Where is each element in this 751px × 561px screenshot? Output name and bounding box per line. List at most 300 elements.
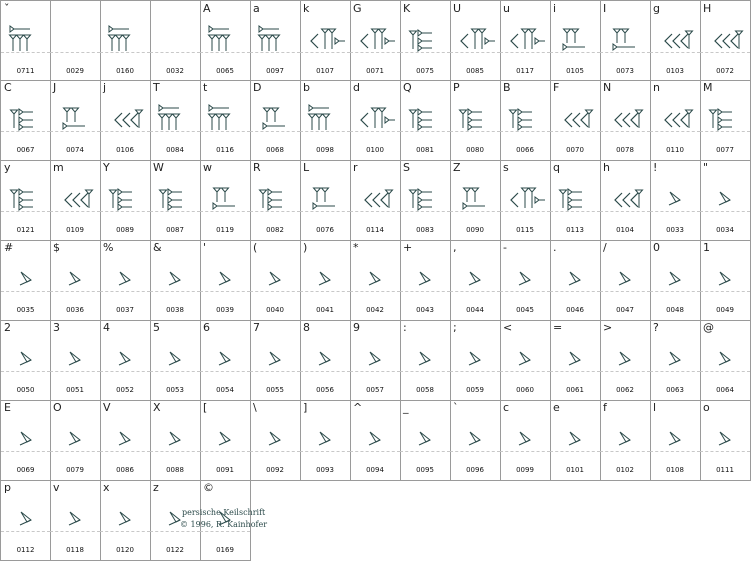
- glyph-cell: [250, 320, 301, 401]
- glyph-char-label: 5: [153, 321, 160, 334]
- glyph-cell: [300, 240, 351, 321]
- glyph-code: 0055: [266, 386, 284, 394]
- glyph-char-label: z: [153, 481, 159, 494]
- glyph-char-label: m: [53, 161, 64, 174]
- glyph-code: 0066: [516, 146, 534, 154]
- glyph-code: 0032: [166, 67, 184, 75]
- cuneiform-glyph: [703, 102, 747, 134]
- glyph-char-label: t: [203, 81, 208, 94]
- glyph-code: 0072: [716, 67, 734, 75]
- glyph-code: 0104: [616, 226, 634, 234]
- glyph-cell: [600, 240, 651, 321]
- glyph-code: 0033: [666, 226, 684, 234]
- glyph-char-label: p: [4, 481, 11, 494]
- cuneiform-glyph: [353, 182, 397, 214]
- glyph-cell: [0, 240, 51, 321]
- glyph-char-label: >: [603, 321, 613, 334]
- glyph-code: 0075: [416, 67, 434, 75]
- glyph-code: 0057: [366, 386, 384, 394]
- glyph-cell: [700, 0, 751, 81]
- glyph-cell: [250, 80, 301, 161]
- cuneiform-glyph: [553, 262, 597, 294]
- glyph-code: 0099: [516, 466, 534, 474]
- glyph-char-label: ;: [453, 321, 457, 334]
- cuneiform-glyph: [353, 262, 397, 294]
- glyph-code: 0063: [666, 386, 684, 394]
- glyph-cell: [650, 240, 701, 321]
- glyph-char-label: E: [4, 401, 11, 414]
- glyph-code: 0118: [66, 546, 84, 554]
- glyph-char-label: H: [703, 2, 712, 15]
- glyph-code: 0109: [66, 226, 84, 234]
- cuneiform-glyph: [553, 182, 597, 214]
- glyph-code: 0088: [166, 466, 184, 474]
- glyph-code: 0038: [166, 306, 184, 314]
- glyph-char-label: .: [553, 241, 557, 254]
- glyph-cell: [200, 0, 251, 81]
- glyph-cell: [150, 160, 201, 241]
- cuneiform-glyph: [103, 342, 147, 374]
- glyph-code: 0087: [166, 226, 184, 234]
- glyph-char-label: r: [353, 161, 358, 174]
- glyph-code: 0079: [66, 466, 84, 474]
- cuneiform-glyph: [4, 182, 48, 214]
- glyph-char-label: 0: [653, 241, 660, 254]
- glyph-cell: [150, 80, 201, 161]
- glyph-char-label: w: [203, 161, 212, 174]
- cuneiform-glyph: [453, 422, 497, 454]
- glyph-char-label: =: [553, 321, 563, 334]
- cuneiform-glyph: [253, 262, 297, 294]
- cuneiform-glyph: [103, 422, 147, 454]
- glyph-cell: [550, 0, 601, 81]
- glyph-cell: [700, 80, 751, 161]
- cuneiform-glyph: [303, 23, 347, 55]
- glyph-char-label: [: [203, 401, 208, 414]
- cuneiform-glyph: [303, 262, 347, 294]
- cuneiform-glyph: [153, 502, 197, 534]
- glyph-code: 0093: [316, 466, 334, 474]
- glyph-char-label: #: [4, 241, 14, 254]
- glyph-code: 0091: [216, 466, 234, 474]
- glyph-cell: [0, 480, 51, 561]
- glyph-cell: [100, 160, 151, 241]
- glyph-cell: [100, 320, 151, 401]
- glyph-code: 0060: [516, 386, 534, 394]
- glyph-char-label: +: [403, 241, 413, 254]
- cuneiform-glyph: [453, 262, 497, 294]
- glyph-cell: [0, 160, 51, 241]
- cuneiform-glyph: [403, 23, 447, 55]
- cuneiform-glyph: [53, 102, 97, 134]
- cuneiform-glyph: [4, 342, 48, 374]
- glyph-code: 0049: [716, 306, 734, 314]
- glyph-cell: [600, 160, 651, 241]
- glyph-char-label: (: [253, 241, 258, 254]
- glyph-code: 0076: [316, 226, 334, 234]
- glyph-cell: [500, 320, 551, 401]
- glyph-cell: [50, 320, 101, 401]
- glyph-char-label: h: [603, 161, 610, 174]
- glyph-code: 0094: [366, 466, 384, 474]
- glyph-char-label: o: [703, 401, 710, 414]
- cuneiform-glyph: [253, 23, 297, 55]
- glyph-char-label: \: [253, 401, 257, 414]
- cuneiform-glyph: [253, 342, 297, 374]
- glyph-cell: [700, 320, 751, 401]
- glyph-cell: [450, 320, 501, 401]
- cuneiform-glyph: [4, 502, 48, 534]
- cuneiform-glyph: [103, 23, 147, 55]
- glyph-char-label: :: [403, 321, 407, 334]
- glyph-code: 0089: [116, 226, 134, 234]
- glyph-code: 0101: [566, 466, 584, 474]
- glyph-code: 0092: [266, 466, 284, 474]
- glyph-code: 0108: [666, 466, 684, 474]
- glyph-cell: [50, 480, 101, 561]
- glyph-code: 0042: [366, 306, 384, 314]
- glyph-cell: [550, 160, 601, 241]
- glyph-char-label: @: [703, 321, 714, 334]
- glyph-cell: [400, 80, 451, 161]
- cuneiform-glyph: [403, 182, 447, 214]
- glyph-code: 0106: [116, 146, 134, 154]
- glyph-char-label: !: [653, 161, 658, 174]
- glyph-code: 0169: [216, 546, 234, 554]
- glyph-code: 0117: [516, 67, 534, 75]
- cuneiform-glyph: [653, 182, 697, 214]
- cuneiform-glyph: [303, 102, 347, 134]
- glyph-cell: [550, 80, 601, 161]
- cuneiform-glyph: [203, 23, 247, 55]
- cuneiform-glyph: [503, 422, 547, 454]
- glyph-cell: [250, 240, 301, 321]
- cuneiform-glyph: [253, 102, 297, 134]
- cuneiform-glyph: [103, 102, 147, 134]
- cuneiform-glyph: [553, 23, 597, 55]
- cuneiform-glyph: [253, 422, 297, 454]
- glyph-cell: [200, 80, 251, 161]
- glyph-char-label: *: [353, 241, 359, 254]
- glyph-code: 0116: [216, 146, 234, 154]
- glyph-char-label: d: [353, 81, 360, 94]
- cuneiform-glyph: [53, 502, 97, 534]
- glyph-cell: [200, 320, 251, 401]
- glyph-cell: [650, 400, 701, 481]
- glyph-char-label: e: [553, 401, 560, 414]
- cuneiform-glyph: [603, 262, 647, 294]
- glyph-cell: [300, 0, 351, 81]
- glyph-cell: [500, 400, 551, 481]
- cuneiform-glyph: [553, 342, 597, 374]
- cuneiform-glyph: [353, 422, 397, 454]
- glyph-cell: [250, 400, 301, 481]
- glyph-char-label: 3: [53, 321, 60, 334]
- glyph-char-label: Q: [403, 81, 412, 94]
- glyph-cell: [500, 0, 551, 81]
- cuneiform-glyph: [503, 342, 547, 374]
- cuneiform-glyph: [4, 422, 48, 454]
- cuneiform-glyph: [653, 422, 697, 454]
- glyph-cell: [650, 0, 701, 81]
- glyph-code: 0048: [666, 306, 684, 314]
- glyph-code: 0120: [116, 546, 134, 554]
- glyph-char-label: 6: [203, 321, 210, 334]
- glyph-cell: [50, 0, 101, 81]
- glyph-char-label: _: [403, 401, 409, 414]
- glyph-code: 0039: [216, 306, 234, 314]
- glyph-char-label: ': [203, 241, 207, 254]
- cuneiform-glyph: [703, 342, 747, 374]
- glyph-cell: [600, 0, 651, 81]
- glyph-cell: [50, 240, 101, 321]
- glyph-cell: [650, 320, 701, 401]
- glyph-cell: [400, 160, 451, 241]
- glyph-cell: [450, 160, 501, 241]
- glyph-char-label: N: [603, 81, 612, 94]
- glyph-code: 0096: [466, 466, 484, 474]
- glyph-code: 0043: [416, 306, 434, 314]
- cuneiform-glyph: [203, 102, 247, 134]
- glyph-code: 0078: [616, 146, 634, 154]
- glyph-char-label: T: [153, 81, 160, 94]
- glyph-code: 0105: [566, 67, 584, 75]
- glyph-code: 0068: [266, 146, 284, 154]
- glyph-cell: [400, 400, 451, 481]
- glyph-char-label: M: [703, 81, 713, 94]
- glyph-code: 0051: [66, 386, 84, 394]
- cuneiform-glyph: [53, 342, 97, 374]
- glyph-cell: [100, 400, 151, 481]
- cuneiform-glyph: [253, 182, 297, 214]
- glyph-char-label: j: [103, 81, 107, 94]
- glyph-char-label: U: [453, 2, 462, 15]
- glyph-char-label: 2: [4, 321, 11, 334]
- glyph-char-label: /: [603, 241, 607, 254]
- glyph-char-label: C: [4, 81, 12, 94]
- glyph-char-label: n: [653, 81, 660, 94]
- glyph-cell: [0, 320, 51, 401]
- glyph-code: 0029: [66, 67, 84, 75]
- glyph-char-label: L: [303, 161, 310, 174]
- glyph-code: 0073: [616, 67, 634, 75]
- glyph-code: 0067: [16, 146, 35, 154]
- glyph-cell: [550, 400, 601, 481]
- cuneiform-glyph: [403, 102, 447, 134]
- glyph-char-label: b: [303, 81, 310, 94]
- glyph-cell: [350, 80, 401, 161]
- cuneiform-glyph: [503, 23, 547, 55]
- glyph-code: 0058: [416, 386, 434, 394]
- baseline: [50, 52, 100, 53]
- glyph-cell: [150, 240, 201, 321]
- glyph-char-label: ,: [453, 241, 457, 254]
- cuneiform-glyph: [603, 102, 647, 134]
- glyph-code: 0103: [666, 67, 684, 75]
- glyph-cell: [450, 240, 501, 321]
- glyph-code: 0113: [566, 226, 584, 234]
- cuneiform-glyph: [403, 422, 447, 454]
- glyph-char-label: y: [4, 161, 11, 174]
- glyph-cell: [700, 240, 751, 321]
- cuneiform-glyph: [353, 23, 397, 55]
- glyph-code: 0090: [466, 226, 484, 234]
- glyph-cell: [500, 160, 551, 241]
- glyph-code: 0080: [466, 146, 484, 154]
- glyph-char-label: i: [553, 2, 557, 15]
- glyph-cell: [700, 400, 751, 481]
- cuneiform-glyph: [603, 422, 647, 454]
- glyph-char-label: ^: [353, 401, 363, 414]
- cuneiform-glyph: [203, 182, 247, 214]
- glyph-cell: [50, 80, 101, 161]
- glyph-cell: [550, 320, 601, 401]
- glyph-char-label: 9: [353, 321, 360, 334]
- cuneiform-glyph: [153, 182, 197, 214]
- glyph-char-label: -: [503, 241, 507, 254]
- cuneiform-glyph: [603, 23, 647, 55]
- glyph-code: 0052: [116, 386, 134, 394]
- glyph-code: 0045: [516, 306, 534, 314]
- glyph-cell: [450, 80, 501, 161]
- glyph-cell: [300, 320, 351, 401]
- glyph-cell: [450, 0, 501, 81]
- glyph-code: 0053: [166, 386, 184, 394]
- glyph-code: 0035: [16, 306, 35, 314]
- glyph-char-label: R: [253, 161, 261, 174]
- glyph-code: 0071: [366, 67, 384, 75]
- cuneiform-glyph: [453, 342, 497, 374]
- glyph-cell: [700, 160, 751, 241]
- glyph-char-label: W: [153, 161, 164, 174]
- glyph-char-label: ": [703, 161, 709, 174]
- glyph-char-label: Z: [453, 161, 461, 174]
- glyph-cell: [350, 0, 401, 81]
- cuneiform-glyph: [153, 102, 197, 134]
- glyph-cell: [0, 0, 51, 81]
- cuneiform-glyph: [4, 262, 48, 294]
- glyph-char-label: s: [503, 161, 509, 174]
- glyph-char-label: x: [103, 481, 110, 494]
- glyph-char-label: ?: [653, 321, 659, 334]
- glyph-code: 0119: [216, 226, 234, 234]
- glyph-char-label: O: [53, 401, 62, 414]
- glyph-char-label: k: [303, 2, 310, 15]
- glyph-code: 0083: [416, 226, 434, 234]
- glyph-char-label: P: [453, 81, 460, 94]
- glyph-cell: [300, 160, 351, 241]
- cuneiform-glyph: [303, 422, 347, 454]
- glyph-code: 0160: [116, 67, 134, 75]
- glyph-code: 0041: [316, 306, 334, 314]
- glyph-cell: [50, 400, 101, 481]
- glyph-code: 0077: [716, 146, 734, 154]
- glyph-cell: [350, 240, 401, 321]
- glyph-char-label: 7: [253, 321, 260, 334]
- glyph-code: 0070: [566, 146, 584, 154]
- glyph-cell: [400, 240, 451, 321]
- glyph-code: 0110: [666, 146, 684, 154]
- glyph-cell: [200, 240, 251, 321]
- glyph-cell: [350, 160, 401, 241]
- glyph-code: 0082: [266, 226, 284, 234]
- cuneiform-glyph: [53, 422, 97, 454]
- cuneiform-glyph: [703, 182, 747, 214]
- glyph-char-label: 4: [103, 321, 110, 334]
- glyph-cell: [0, 400, 51, 481]
- glyph-code: 0034: [716, 226, 734, 234]
- glyph-code: 0074: [66, 146, 84, 154]
- glyph-char-label: K: [403, 2, 411, 15]
- glyph-char-label: Y: [103, 161, 110, 174]
- glyph-char-label: `: [453, 401, 459, 414]
- cuneiform-glyph: [703, 262, 747, 294]
- glyph-cell: [150, 0, 201, 81]
- glyph-char-label: u: [503, 2, 510, 15]
- glyph-char-label: %: [103, 241, 114, 254]
- glyph-cell: [200, 400, 251, 481]
- cuneiform-glyph: [103, 502, 147, 534]
- glyph-code: 0107: [316, 67, 334, 75]
- glyph-cell: [500, 80, 551, 161]
- glyph-char-label: G: [353, 2, 362, 15]
- glyph-cell: [350, 400, 401, 481]
- glyph-char-label: 8: [303, 321, 310, 334]
- glyph-code: 0047: [616, 306, 634, 314]
- glyph-cell: [350, 320, 401, 401]
- cuneiform-glyph: [153, 342, 197, 374]
- cuneiform-glyph: [153, 422, 197, 454]
- cuneiform-glyph: [653, 342, 697, 374]
- cuneiform-glyph: [203, 502, 247, 534]
- cuneiform-glyph: [153, 262, 197, 294]
- glyph-code: 0054: [216, 386, 234, 394]
- glyph-char-label: <: [503, 321, 513, 334]
- glyph-cell: [100, 80, 151, 161]
- cuneiform-glyph: [603, 182, 647, 214]
- glyph-char-label: q: [553, 161, 560, 174]
- glyph-cell: [550, 240, 601, 321]
- glyph-cell: [100, 480, 151, 561]
- cuneiform-glyph: [4, 102, 48, 134]
- glyph-char-label: D: [253, 81, 262, 94]
- glyph-code: 0095: [416, 466, 434, 474]
- glyph-code: 0046: [566, 306, 584, 314]
- cuneiform-glyph: [503, 262, 547, 294]
- cuneiform-glyph: [603, 342, 647, 374]
- cuneiform-glyph: [203, 262, 247, 294]
- glyph-char-label: f: [603, 401, 607, 414]
- glyph-cell: [0, 80, 51, 161]
- glyph-char-label: ©: [203, 481, 214, 494]
- cuneiform-glyph: [103, 182, 147, 214]
- glyph-char-label: 1: [703, 241, 710, 254]
- glyph-code: 0040: [266, 306, 284, 314]
- glyph-cell: [650, 80, 701, 161]
- glyph-code: 0061: [566, 386, 584, 394]
- glyph-code: 0056: [316, 386, 334, 394]
- cuneiform-glyph: [703, 23, 747, 55]
- glyph-code: 0121: [16, 226, 35, 234]
- glyph-char-label: B: [503, 81, 511, 94]
- cuneiform-glyph: [103, 262, 147, 294]
- copyright: © 1996, R. Kainhofer: [180, 520, 268, 529]
- glyph-char-label: &: [153, 241, 162, 254]
- glyph-code: 0114: [366, 226, 384, 234]
- glyph-code: 0098: [316, 146, 334, 154]
- glyph-cell: [650, 160, 701, 241]
- glyph-code: 0100: [366, 146, 384, 154]
